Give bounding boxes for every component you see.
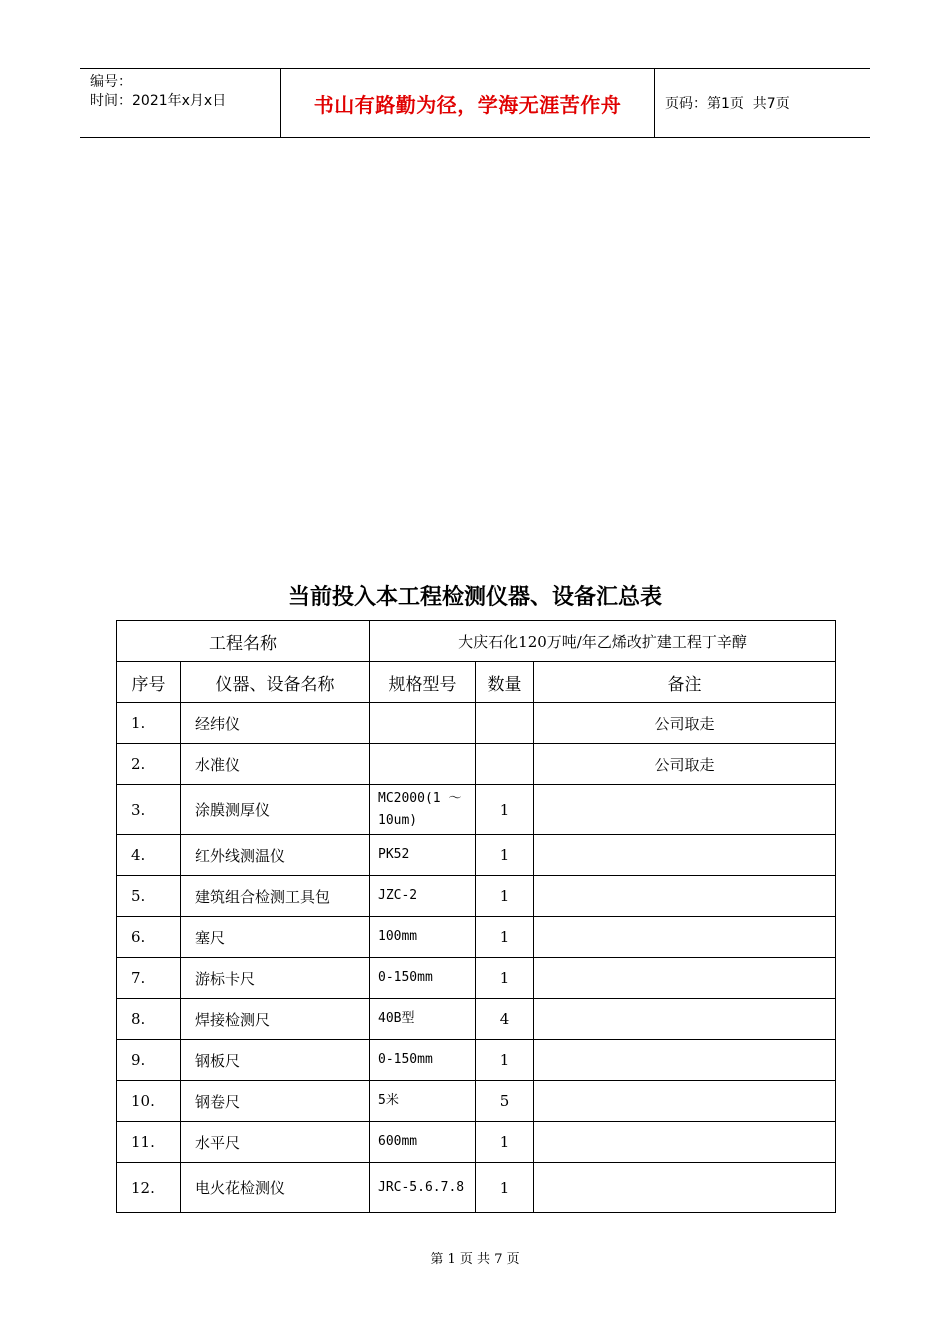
equipment-name-cell: 电火花检测仪	[181, 1163, 370, 1213]
note-cell: 公司取走	[534, 744, 836, 785]
note-cell	[534, 1122, 836, 1163]
equipment-name-cell: 经纬仪	[181, 703, 370, 744]
number-label: 编号：	[90, 74, 132, 90]
quantity-cell	[476, 744, 534, 785]
col-header-name: 仪器、设备名称	[181, 662, 370, 703]
col-header-spec: 规格型号	[370, 662, 476, 703]
table-row	[117, 999, 836, 1040]
equipment-name-cell: 塞尺	[181, 917, 370, 958]
equipment-name-cell: 水准仪	[181, 744, 370, 785]
row-number-cell: 4.	[117, 835, 181, 876]
spec-cell: 600mm	[370, 1122, 476, 1163]
col-header-note: 备注	[534, 662, 836, 703]
spec-cell: 100mm	[370, 917, 476, 958]
quantity-cell: 5	[476, 1081, 534, 1122]
project-row	[117, 621, 836, 662]
note-cell	[534, 876, 836, 917]
row-number-cell: 7.	[117, 958, 181, 999]
table-row	[117, 785, 836, 835]
row-number-cell: 9.	[117, 1040, 181, 1081]
spec-cell	[370, 744, 476, 785]
row-number-cell: 11.	[117, 1122, 181, 1163]
table-row	[117, 876, 836, 917]
row-number-cell: 2.	[117, 744, 181, 785]
page-header	[80, 68, 870, 138]
quantity-cell: 1	[476, 876, 534, 917]
footer-page-number: 第 1 页 共 7 页	[430, 1252, 520, 1267]
col-header-qty: 数量	[476, 662, 534, 703]
spec-cell: 0-150mm	[370, 1040, 476, 1081]
spec-cell	[370, 703, 476, 744]
equipment-name-cell: 钢卷尺	[181, 1081, 370, 1122]
spec-cell: MC2000(1 ～ 10um)	[370, 785, 476, 835]
equipment-name-cell: 焊接检测尺	[181, 999, 370, 1040]
table-row	[117, 703, 836, 744]
equipment-name-cell: 建筑组合检测工具包	[181, 876, 370, 917]
time-label: 时间：2021年x月x日	[90, 93, 227, 109]
table-row	[117, 1122, 836, 1163]
row-number-cell: 5.	[117, 876, 181, 917]
quantity-cell: 1	[476, 958, 534, 999]
equipment-table	[116, 620, 836, 1213]
equipment-name-cell: 钢板尺	[181, 1040, 370, 1081]
page-label: 页码：第1页 共7页	[665, 96, 790, 112]
row-number-cell: 3.	[117, 785, 181, 835]
equipment-name-cell: 游标卡尺	[181, 958, 370, 999]
spec-cell: 5米	[370, 1081, 476, 1122]
row-number-cell: 12.	[117, 1163, 181, 1213]
quantity-cell: 4	[476, 999, 534, 1040]
table-row	[117, 1081, 836, 1122]
table-row	[117, 958, 836, 999]
project-label: 工程名称	[117, 621, 370, 662]
note-cell	[534, 1163, 836, 1213]
note-cell	[534, 785, 836, 835]
col-header-no: 序号	[117, 662, 181, 703]
note-cell	[534, 999, 836, 1040]
spec-cell: 40B型	[370, 999, 476, 1040]
equipment-name-cell: 涂膜测厚仪	[181, 785, 370, 835]
header-page-info	[655, 69, 870, 137]
spec-cell: PK52	[370, 835, 476, 876]
document-title: 当前投入本工程检测仪器、设备汇总表	[287, 585, 662, 610]
table-row	[117, 917, 836, 958]
page-footer	[0, 1248, 950, 1267]
equipment-name-cell: 水平尺	[181, 1122, 370, 1163]
quantity-cell: 1	[476, 917, 534, 958]
note-cell	[534, 835, 836, 876]
row-number-cell: 1.	[117, 703, 181, 744]
spec-cell: JRC-5.6.7.8	[370, 1163, 476, 1213]
table-row	[117, 1163, 836, 1213]
quantity-cell: 1	[476, 1163, 534, 1213]
row-number-cell: 10.	[117, 1081, 181, 1122]
note-cell	[534, 958, 836, 999]
table-row	[117, 1040, 836, 1081]
spec-cell: 0-150mm	[370, 958, 476, 999]
quantity-cell: 1	[476, 1122, 534, 1163]
motto-text: 书山有路勤为径，学海无涯苦作舟	[313, 92, 622, 117]
note-cell	[534, 1081, 836, 1122]
quantity-cell	[476, 703, 534, 744]
header-motto	[281, 69, 655, 137]
row-number-cell: 6.	[117, 917, 181, 958]
table-row	[117, 744, 836, 785]
table-row	[117, 835, 836, 876]
row-number-cell: 8.	[117, 999, 181, 1040]
quantity-cell: 1	[476, 785, 534, 835]
note-cell	[534, 917, 836, 958]
quantity-cell: 1	[476, 835, 534, 876]
spec-cell: JZC-2	[370, 876, 476, 917]
equipment-name-cell: 红外线测温仪	[181, 835, 370, 876]
column-header-row	[117, 662, 836, 703]
note-cell: 公司取走	[534, 703, 836, 744]
note-cell	[534, 1040, 836, 1081]
project-value: 大庆石化120万吨/年乙烯改扩建工程丁辛醇	[370, 621, 836, 662]
header-meta	[80, 69, 281, 137]
quantity-cell: 1	[476, 1040, 534, 1081]
